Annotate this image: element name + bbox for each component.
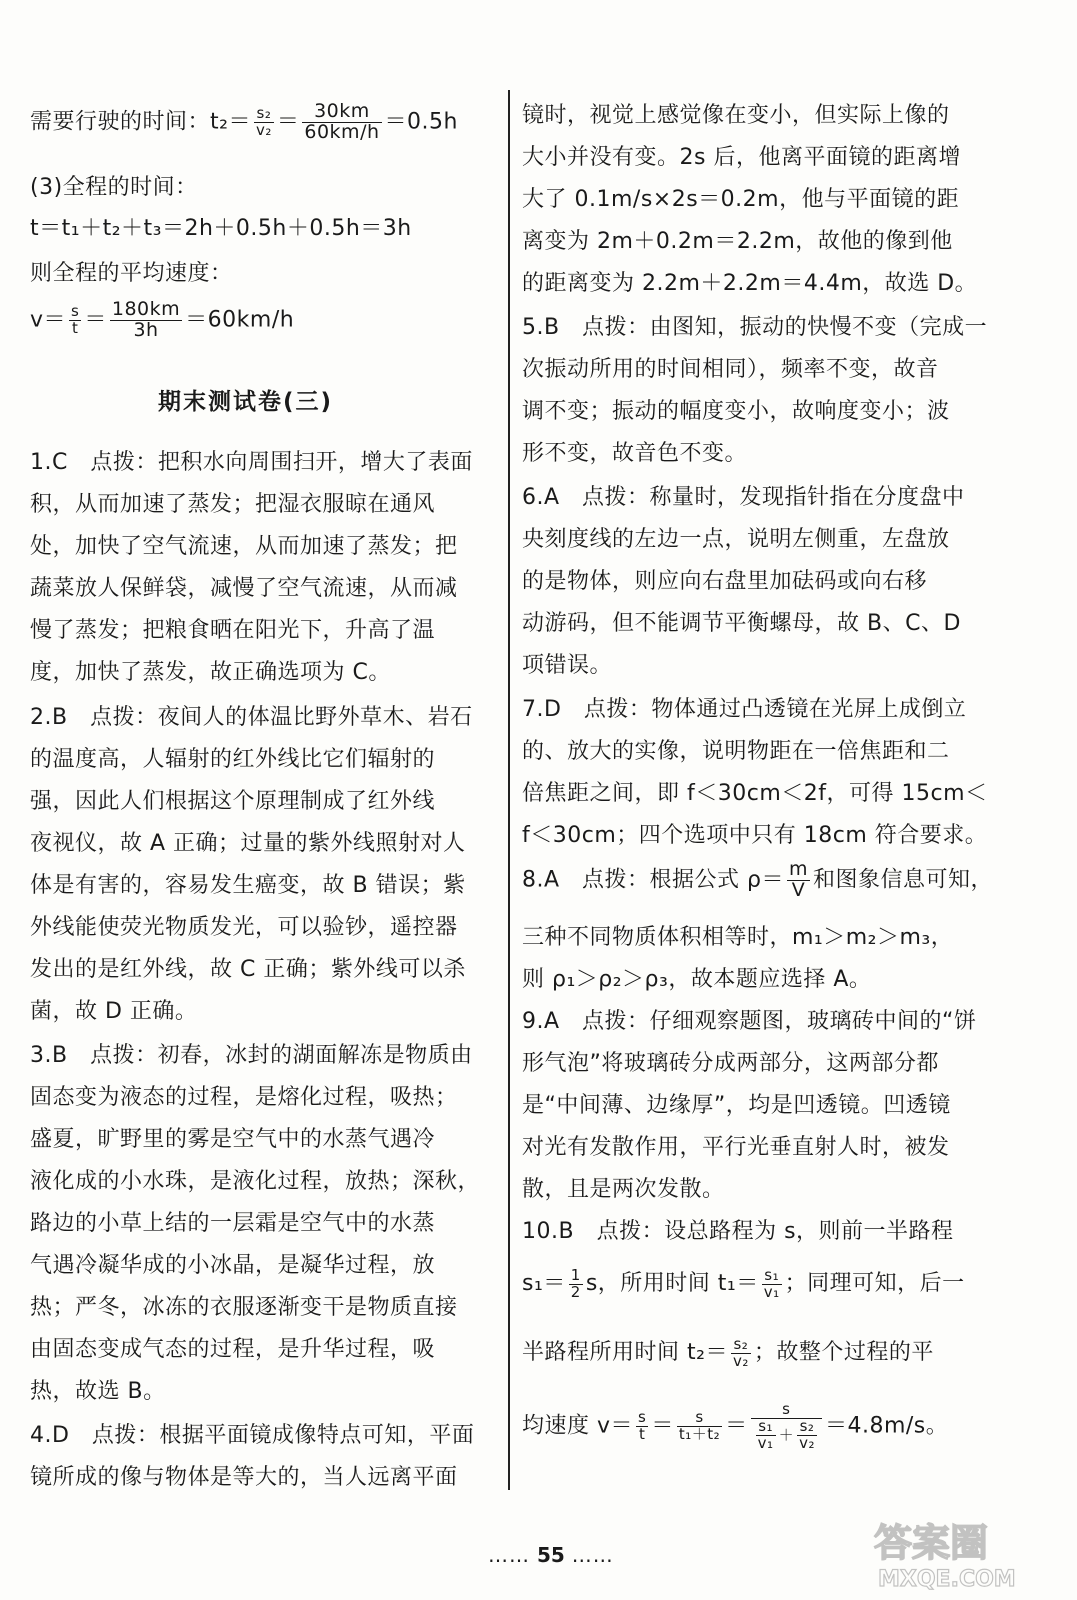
q6-line: 央刻度线的左边一点，说明左侧重，左盘放	[522, 527, 950, 552]
column-divider	[508, 90, 510, 1490]
q6-line: 动游码，但不能调节平衡螺母，故 B、C、D	[522, 611, 961, 636]
q1-line: 处，加快了空气流速，从而加速了蒸发；把	[30, 534, 458, 559]
q5-line: 5.B 点拨：由图知，振动的快慢不变（完成一	[522, 315, 988, 340]
q4-line: 4.D 点拨：根据平面镜成像特点可知，平面	[30, 1423, 475, 1448]
q3-line: 路边的小草上结的一层霜是空气中的水蒸	[30, 1211, 436, 1236]
q7-line: 的、放大的实像，说明物距在一倍焦距和二	[522, 739, 950, 764]
numerator: 180km	[111, 298, 181, 320]
q4-cont-line: 大了 0.1m/s×2s＝0.2m，他与平面镜的距	[522, 187, 960, 212]
q8-line: 三种不同物质体积相等时，m₁＞m₂＞m₃，	[522, 925, 954, 950]
q2-line: 发出的是红外线，故 C 正确；紫外线可以杀	[30, 957, 466, 982]
denominator: 3h	[133, 318, 159, 341]
fraction	[302, 102, 381, 143]
text: 半路程所用时间 t₂＝	[522, 1340, 728, 1365]
text: s₁＝	[522, 1271, 566, 1296]
q3-line: 热，故选 B。	[30, 1379, 166, 1404]
text: ＝	[651, 1413, 674, 1439]
q1-line: 积，从而加速了蒸发；把湿衣服晾在通风	[30, 492, 436, 517]
denominator	[751, 1416, 822, 1452]
fraction	[762, 1265, 782, 1301]
denominator: 2	[570, 1282, 581, 1301]
text: 均速度 v＝	[522, 1413, 634, 1439]
q10-line: 10.B 点拨：设总路程为 s，则前一半路程	[522, 1219, 954, 1244]
page-number	[488, 1543, 614, 1567]
watermark-logo	[866, 1512, 1061, 1592]
q5-line: 次振动所用的时间相同），频率不变，故音	[522, 357, 939, 382]
q3-line: 由固态变成气态的过程，是升华过程，吸	[30, 1337, 436, 1362]
q9-line: 散，且是两次发散。	[522, 1177, 725, 1202]
fraction	[69, 304, 81, 337]
q6-line: 6.A 点拨：称量时，发现指针指在分度盘中	[522, 485, 965, 510]
q7-line: f＜30cm；四个选项中只有 18cm 符合要求。	[522, 823, 988, 848]
numerator: s₂	[254, 106, 274, 123]
q2-line: 体是有害的，容易发生癌变，故 B 错误；紫	[30, 873, 466, 898]
text: 8.A 点拨：根据公式 ρ＝	[522, 867, 784, 893]
denominator: v₂	[799, 1433, 815, 1452]
numerator: s₂	[797, 1419, 817, 1436]
fraction	[254, 106, 274, 139]
text: 需要行驶的时间：	[30, 109, 211, 135]
q2-line: 强，因此人们根据这个原理制成了红外线	[30, 789, 436, 814]
q2-line: 外线能使荧光物质发光，可以验钞，遥控器	[30, 915, 458, 940]
text: ＝4.8m/s。	[824, 1413, 949, 1439]
numerator: 1	[570, 1265, 581, 1284]
q2-line: 2.B 点拨：夜间人的体温比野外草木、岩石	[30, 705, 473, 730]
q1-line: 1.C 点拨：把积水向周围扫开，增大了表面	[30, 450, 473, 475]
line-avg-speed	[30, 300, 294, 341]
denominator: t₁＋t₂	[678, 1425, 721, 1444]
q4-cont-line: 离变为 2m＋0.2m＝2.2m，故他的像到他	[522, 229, 953, 254]
numerator: s₁	[756, 1419, 776, 1436]
q4-line: 镜所成的像与物体是等大的，当人远离平面	[30, 1465, 458, 1490]
line-avg-speed-label: 则全程的平均速度：	[30, 261, 233, 286]
q9-line: 9.A 点拨：仔细观察题图，玻璃砖中间的“饼	[522, 1009, 977, 1034]
q10-line	[522, 1335, 934, 1369]
fraction	[797, 1416, 817, 1452]
fraction	[110, 300, 182, 341]
q3-line: 液化成的小水珠，是液化过程，放热；深秋，	[30, 1169, 481, 1194]
q6-line: 的是物体，则应向右盘里加砝码或向右移	[522, 569, 928, 594]
text: ＝	[725, 1413, 748, 1439]
denominator: 60km/h	[304, 120, 380, 143]
numerator: 30km	[302, 102, 381, 123]
q1-line: 度，加快了蒸发，故正确选项为 C。	[30, 660, 391, 685]
q2-line: 的温度高，人辐射的红外线比它们辐射的	[30, 747, 436, 772]
q9-line: 形气泡”将玻璃砖分成两部分，这两部分都	[522, 1051, 939, 1076]
text: v＝	[30, 307, 67, 333]
line-total-time-label: (3)全程的时间：	[30, 175, 198, 200]
numerator: s	[638, 1408, 647, 1427]
line-total-time: t＝t₁＋t₂＋t₃＝2h＋0.5h＋0.5h＝3h	[30, 216, 412, 241]
dots: ……	[488, 1543, 530, 1567]
q2-line: 夜视仪，故 A 正确；过量的紫外线照射对人	[30, 831, 466, 856]
q4-cont-line: 大小并没有变。2s 后，他离平面镜的距离增	[522, 145, 961, 170]
page-number-value: 55	[536, 1543, 565, 1567]
q3-line: 固态变为液态的过程，是熔化过程，吸热；	[30, 1085, 458, 1110]
q8-line: 则 ρ₁＞ρ₂＞ρ₃，故本题应选择 A。	[522, 967, 872, 992]
q10-line	[522, 1402, 948, 1451]
dots: ……	[571, 1543, 614, 1567]
q7-line: 7.D 点拨：物体通过凸透镜在光屏上成倒立	[522, 697, 967, 722]
text: ＝	[84, 307, 107, 333]
q3-line: 盛夏，旷野里的雾是空气中的水蒸气遇冷	[30, 1127, 436, 1152]
q3-line: 3.B 点拨：初春，冰封的湖面解冻是物质由	[30, 1043, 473, 1068]
text: 和图象信息可知，	[813, 867, 994, 893]
denominator: v₂	[255, 120, 272, 139]
watermark-text-top: 答案圈	[874, 1521, 989, 1565]
q3-line: 热；严冬，冰冻的衣服逐渐变干是物质直接	[30, 1295, 458, 1320]
q9-line: 对光有发散作用，平行光垂直射人时，被发	[522, 1135, 950, 1160]
q7-line: 倍焦距之间，即 f＜30cm＜2f，可得 15cm＜	[522, 781, 988, 806]
numerator: s	[751, 1402, 822, 1419]
text: ＝60km/h	[185, 307, 295, 333]
numerator: s₁	[762, 1268, 782, 1285]
q8-line	[522, 860, 993, 901]
text: ＝0.5h	[384, 109, 458, 135]
q4-cont-line: 的距离变为 2.2m＋2.2m＝4.4m，故选 D。	[522, 271, 978, 296]
numerator: m	[789, 858, 809, 880]
q5-line: 调不变；振动的幅度变小，故响度变小；波	[522, 399, 950, 424]
text: ；同理可知，后一	[784, 1271, 965, 1296]
denominator: t	[638, 1425, 646, 1444]
watermark-text-bottom: MXQE.COM	[878, 1567, 1016, 1592]
fraction	[751, 1402, 822, 1451]
section-title: 期末测试卷(三)	[158, 389, 334, 415]
q1-line: 蔬菜放人保鲜袋，减慢了空气流速，从而减	[30, 576, 458, 601]
q10-line	[522, 1266, 965, 1300]
fraction	[731, 1334, 751, 1370]
denominator: v₁	[757, 1433, 774, 1452]
text: s，所用时间 t₁＝	[585, 1271, 759, 1296]
denominator: v₂	[732, 1351, 749, 1370]
numerator: s	[71, 302, 80, 321]
fraction	[677, 1410, 722, 1443]
fraction	[787, 860, 810, 901]
q9-line: 是“中间薄、边缘厚”，均是凹透镜。凹透镜	[522, 1093, 951, 1118]
q1-line: 慢了蒸发；把粮食晒在阳光下，升高了温	[30, 618, 436, 643]
q5-line: 形不变，故音色不变。	[522, 441, 748, 466]
text: ；故整个过程的平	[753, 1340, 934, 1365]
text: t₂＝	[210, 109, 251, 135]
numerator: s₂	[731, 1337, 751, 1354]
numerator: s	[677, 1410, 722, 1427]
text: ＝	[276, 109, 300, 135]
q4-cont-line: 镜时，视觉上感觉像在变小，但实际上像的	[522, 103, 950, 128]
fraction	[569, 1265, 583, 1301]
q3-line: 气遇冷凝华成的小冰晶，是凝华过程，放	[30, 1253, 436, 1278]
q2-line: 菌，故 D 正确。	[30, 999, 198, 1024]
line-travel-time	[30, 102, 458, 143]
fraction	[636, 1410, 648, 1443]
denominator: v₁	[763, 1282, 780, 1301]
text: ＋	[778, 1425, 795, 1444]
denominator: t	[72, 318, 79, 337]
q6-line: 项错误。	[522, 653, 613, 678]
denominator: V	[791, 878, 806, 901]
fraction	[756, 1416, 776, 1452]
